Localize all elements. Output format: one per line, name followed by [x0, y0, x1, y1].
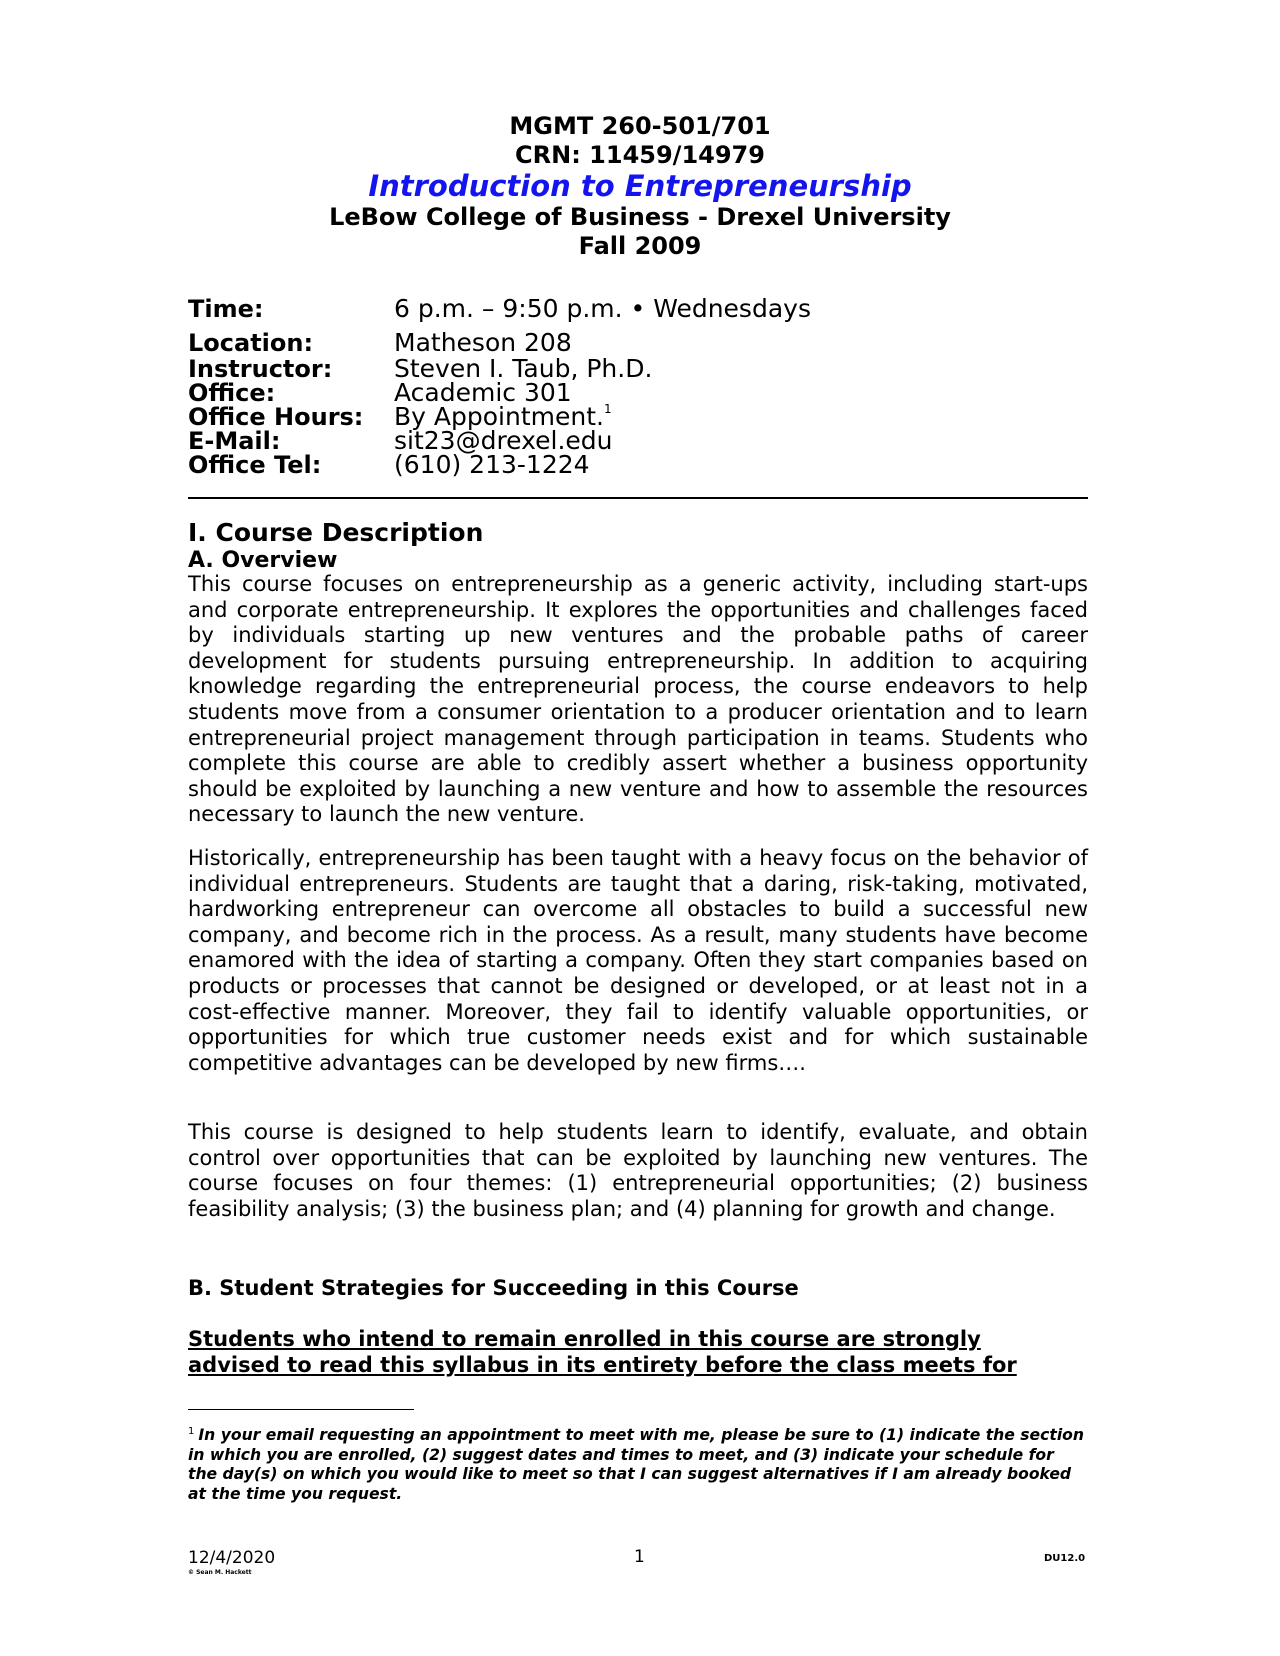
- email-label: E-Mail:: [188, 427, 281, 455]
- info-row-tel: [188, 450, 811, 479]
- course-description-heading: I. Course Description: [188, 518, 484, 547]
- instructor-label: Instructor:: [188, 355, 333, 383]
- tel-value: (610) 213-1224: [394, 450, 590, 479]
- tel-label: Office Tel:: [188, 451, 322, 479]
- footnote: [188, 1422, 1088, 1504]
- course-code: MGMT 260-501/701: [509, 112, 771, 140]
- info-row-time: [188, 294, 811, 328]
- footnote-mark: 1: [188, 1426, 195, 1437]
- overview-paragraph-1: This course focuses on entrepreneurship as a generic activity, including start-ups and corporate entrepreneurship. It explores the opportunities and challenges faced by individuals starting up new ventures and the probable paths of career development for students pursuing entrepreneurship. In addition to acquiring knowledge regarding the entrepreneurial process, the course endeavors to help students move from a consumer orientation to a producer orientation and to learn entrepreneurial project management through participation in teams. Students who complete this course are able to credibly assert whether a business opportunity should be exploited by launching a new venture and how to assemble the resources necessary to launch the new venture.: [188, 572, 1088, 827]
- info-row-location: [188, 328, 811, 357]
- overview-paragraph-2: Historically, entrepreneurship has been taught with a heavy focus on the behavior of individual entrepreneurs. Students are taught that a daring, risk-taking, motivated, hardworking entrepreneur can overcome all obstacles to build a successful new company, and become rich in the process. As a result, many students have become enamored with the idea of starting a company. Often they start companies based on products or processes that cannot be designed or developed, or at least not in a cost-effective manner. Moreover, they fail to identify valuable opportunities, or opportunities for which true customer needs exist and for which sustainable competitive advantages can be developed by new firms….: [188, 846, 1088, 1075]
- overview-heading: A. Overview: [188, 548, 338, 573]
- read-syllabus-notice: Students who intend to remain enrolled in this course are strongly advised to read this syllabus in its entirety before the class meets for: [188, 1327, 1017, 1377]
- footer-date: 12/4/2020: [188, 1548, 276, 1568]
- footnote-divider: [188, 1409, 414, 1410]
- info-row-office: [188, 378, 811, 407]
- hours-label: Office Hours:: [188, 403, 364, 431]
- term: Fall 2009: [578, 232, 702, 260]
- crn: CRN: 11459/14979: [515, 141, 765, 169]
- time-label: Time:: [188, 295, 264, 323]
- location-value: Matheson 208: [394, 328, 572, 357]
- course-header: [0, 112, 1280, 261]
- section-divider: [188, 497, 1088, 499]
- course-info: [188, 294, 811, 479]
- page-number: 1: [634, 1547, 645, 1567]
- email-value: sit23@drexel.edu: [394, 426, 613, 455]
- footer-copyright: © Sean M. Hackett: [188, 1569, 252, 1576]
- hours-value: By Appointment.: [394, 402, 604, 431]
- info-row-hours: [188, 402, 811, 431]
- location-label: Location:: [188, 329, 314, 357]
- office-label: Office:: [188, 379, 276, 407]
- time-value: 6 p.m. – 9:50 p.m. • Wednesdays: [394, 294, 811, 323]
- info-row-instructor: [188, 354, 811, 383]
- strategies-heading: B. Student Strategies for Succeeding in this Course: [188, 1276, 799, 1300]
- course-title: Introduction to Entrepreneurship: [368, 169, 912, 203]
- document-code: DU12.0: [1044, 1553, 1086, 1564]
- institution: LeBow College of Business - Drexel University: [329, 203, 951, 231]
- overview-paragraph-3: This course is designed to help students learn to identify, evaluate, and obtain control over opportunities that can be exploited by launching new ventures. The course focuses on four themes: (1) entrepreneurial opportunities; (2) business feasibility analysis; (3) the business plan; and (4) planning for growth and change.: [188, 1120, 1088, 1221]
- instructor-value: Steven I. Taub, Ph.D.: [394, 354, 653, 383]
- info-row-email: [188, 426, 811, 455]
- office-value: Academic 301: [394, 378, 572, 407]
- footnote-ref: 1: [603, 402, 612, 416]
- footnote-text: In your email requesting an appointment to meet with me, please be sure to (1) indicate the section in which you are enrolled, (2) suggest dates and times to meet, and (3) indicate your schedule for the day(s) on which you would like to meet so that I can suggest alternatives if I am already booked at the time you request.: [188, 1426, 1084, 1503]
